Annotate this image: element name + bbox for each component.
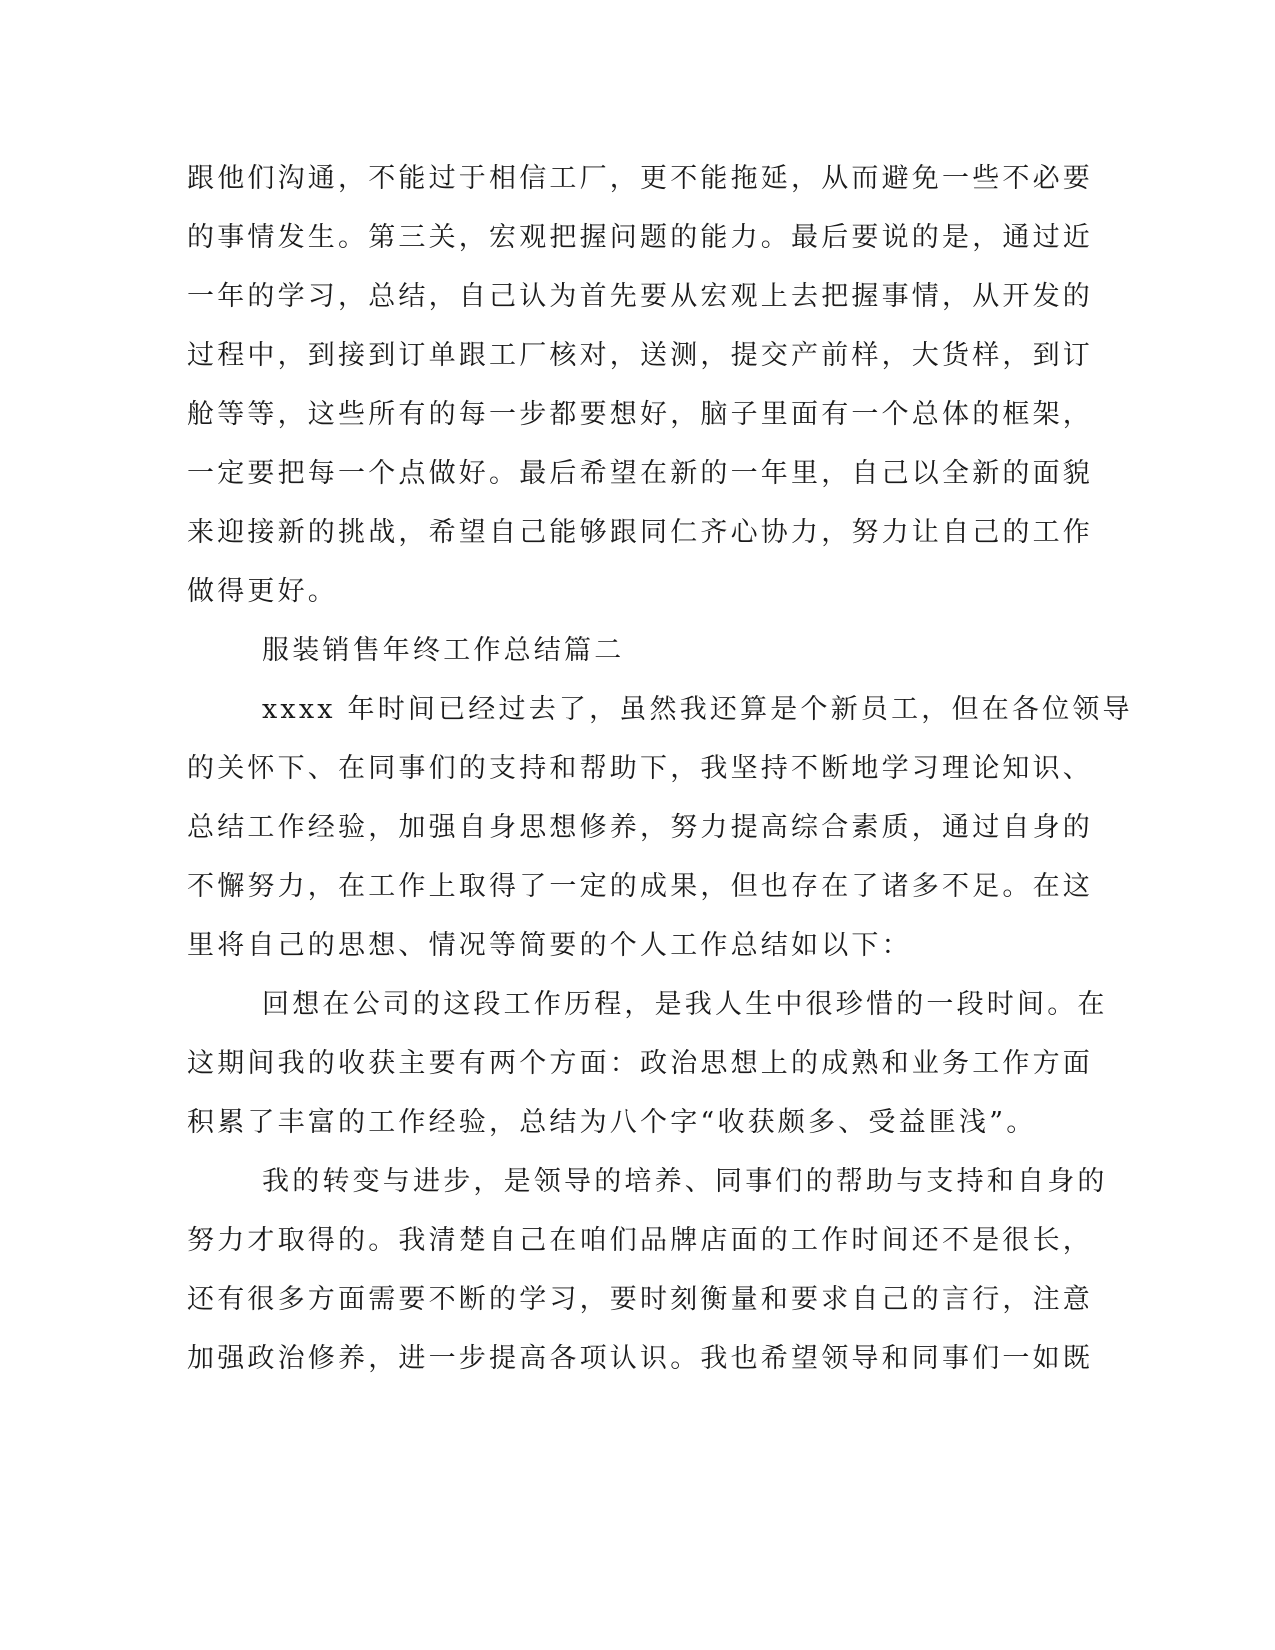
paragraph-line: 还有很多方面需要不断的学习，要时刻衡量和要求自己的言行，注意 [187,1284,1093,1315]
paragraph-line: 回想在公司的这段工作历程，是我人生中很珍惜的一段时间。在 [262,989,1108,1020]
paragraph-line: 积累了丰富的工作经验，总结为八个字“收获颇多、受益匪浅”。 [187,1107,1037,1138]
paragraph-line: 加强政治修养，进一步提高各项认识。我也希望领导和同事们一如既 [187,1343,1093,1374]
paragraph-line: 的事情发生。第三关，宏观把握问题的能力。最后要说的是，通过近 [187,222,1093,253]
paragraph-line: 我的转变与进步，是领导的培养、同事们的帮助与支持和自身的 [262,1166,1108,1197]
paragraph-line: 舱等等，这些所有的每一步都要想好，脑子里面有一个总体的框架， [187,399,1093,430]
paragraph-line: 一定要把每一个点做好。最后希望在新的一年里，自己以全新的面貌 [187,458,1093,489]
paragraph-line: 里将自己的思想、情况等简要的个人工作总结如以下： [187,930,912,961]
paragraph-line: 一年的学习，总结，自己认为首先要从宏观上去把握事情，从开发的 [187,281,1093,312]
paragraph-line: 来迎接新的挑战，希望自己能够跟同仁齐心协力，努力让自己的工作 [187,517,1093,548]
paragraph-line: 的关怀下、在同事们的支持和帮助下，我坚持不断地学习理论知识、 [187,753,1093,784]
paragraph-line: 努力才取得的。我清楚自己在咱们品牌店面的工作时间还不是很长， [187,1225,1093,1256]
paragraph-line: 总结工作经验，加强自身思想修养，努力提高综合素质，通过自身的 [187,812,1093,843]
paragraph-line: 跟他们沟通，不能过于相信工厂，更不能拖延，从而避免一些不必要 [187,163,1093,194]
paragraph-line: 这期间我的收获主要有两个方面：政治思想上的成熟和业务工作方面 [187,1048,1093,1079]
paragraph-line: 做得更好。 [187,576,338,607]
section-heading: 服装销售年终工作总结篇二 [262,635,625,666]
paragraph-line: 不懈努力，在工作上取得了一定的成果，但也存在了诸多不足。在这 [187,871,1093,902]
paragraph-line: xxxx 年时间已经过去了，虽然我还算是个新员工，但在各位领导 [262,694,1133,725]
paragraph-line: 过程中，到接到订单跟工厂核对，送测，提交产前样，大货样，到订 [187,340,1093,371]
